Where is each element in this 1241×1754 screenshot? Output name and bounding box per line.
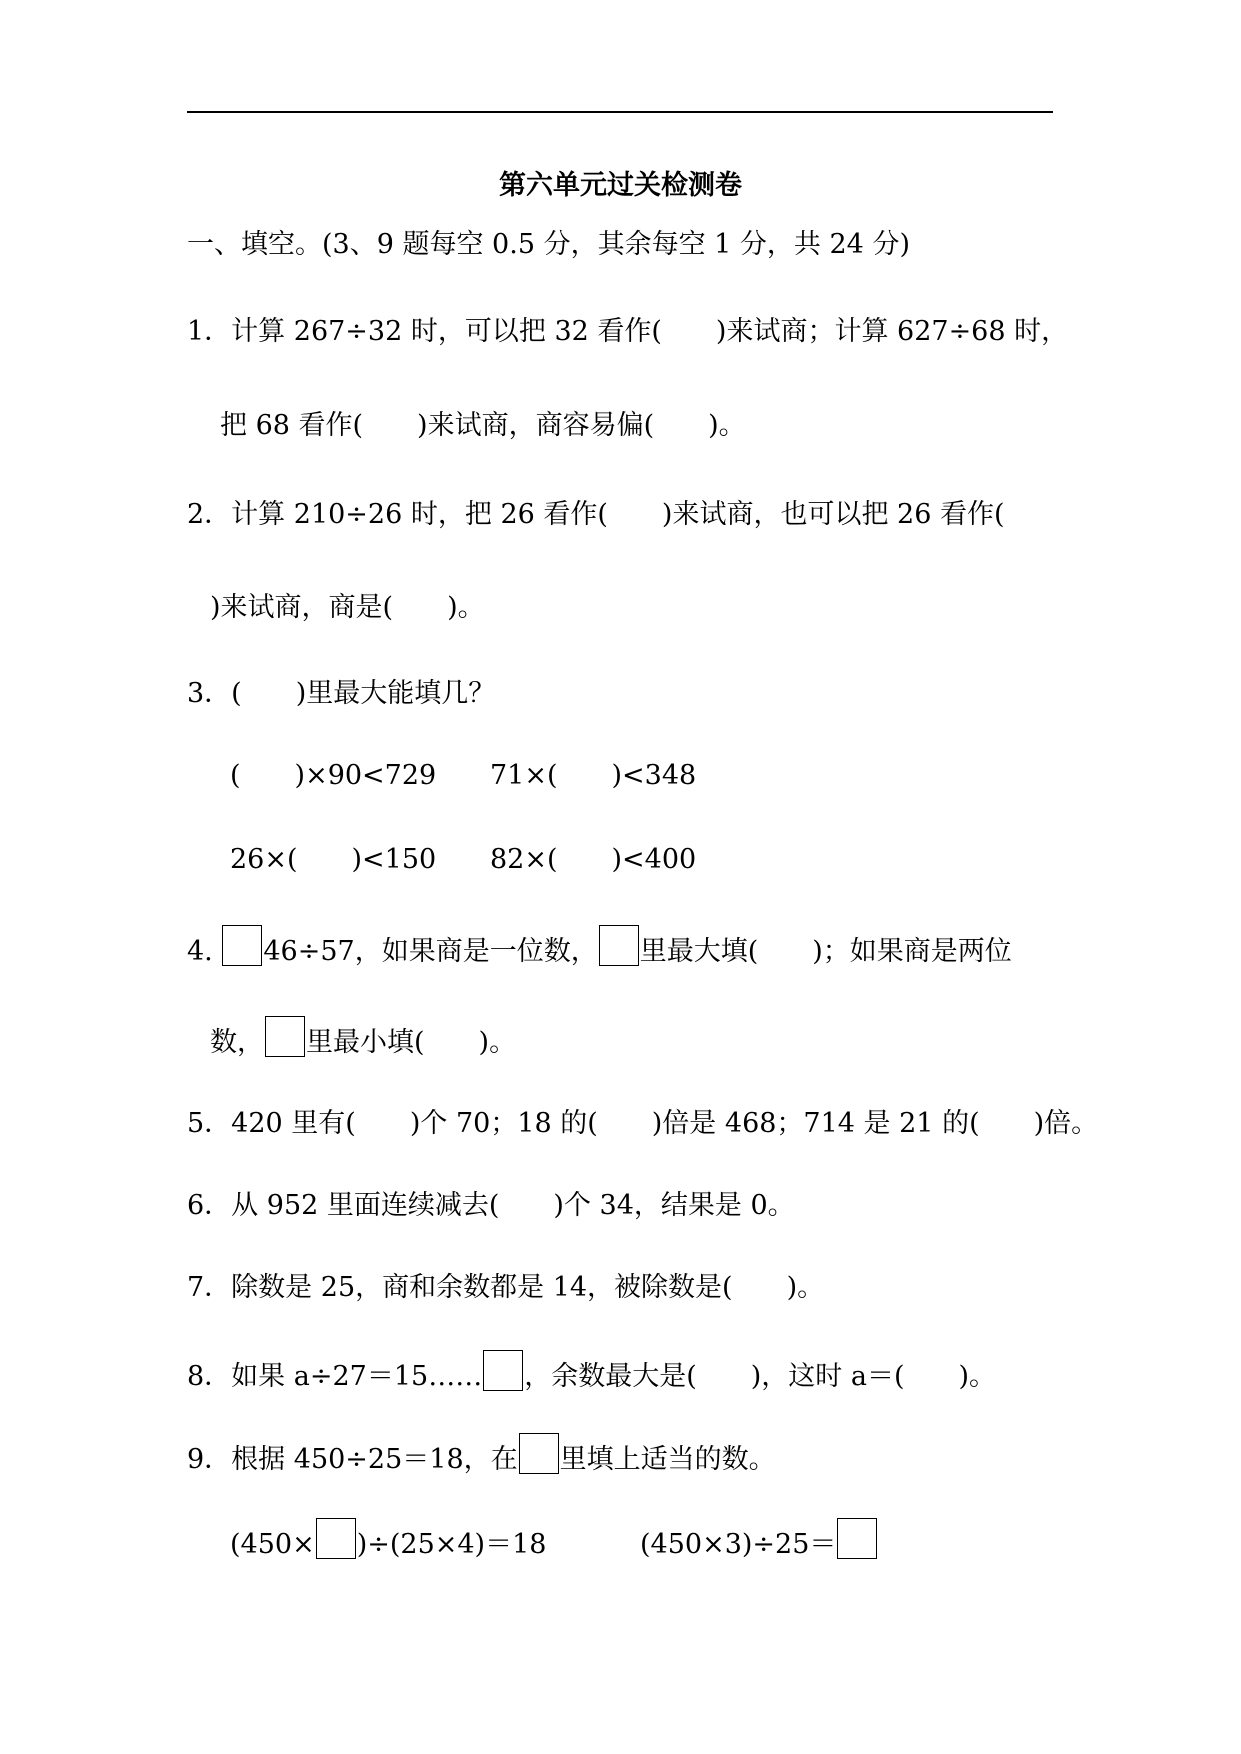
answer-box[interactable] [599,925,639,966]
question-9-text-1: 9．根据 450÷25＝18，在 [187,1444,518,1475]
question-9-b-text: (450×3)÷25＝ [640,1529,837,1560]
question-8-text-1: 8．如果 a÷27＝15…… [187,1361,483,1392]
question-4-line-1 [187,925,1012,972]
answer-box[interactable] [483,1350,523,1391]
question-4-line-2 [210,1016,516,1063]
question-9-a-text-2: )÷(25×4)＝18 [356,1529,547,1560]
question-3-item-c: 26×( )<150 [230,844,437,875]
question-4-text-3: 数， [210,1027,264,1058]
header-rule [187,111,1053,113]
question-4-text-4: 里最小填( )。 [306,1027,517,1058]
question-5: 5．420 里有( )个 70；18 的( )倍是 468；714 是 21 的( )倍。 [187,1108,1099,1139]
question-9-a-text-1: (450× [230,1529,315,1560]
question-3-item-b: 71×( )<348 [490,760,697,791]
question-1-line-1: 1．计算 267÷32 时，可以把 32 看作( )来试商；计算 627÷68 时， [187,316,1069,347]
question-4-number: 4. [187,936,213,967]
section-heading: 一、填空。(3、9 题每空 0.5 分，其余每空 1 分，共 24 分) [187,229,910,260]
question-2-line-1: 2．计算 210÷26 时，把 26 看作( )来试商，也可以把 26 看作( [187,499,1005,530]
question-2-line-2: )来试商，商是( )。 [210,592,485,623]
question-7: 7．除数是 25，商和余数都是 14，被除数是( )。 [187,1272,825,1303]
page-title: 第六单元过关检测卷 [499,170,742,201]
question-6: 6．从 952 里面连续减去( )个 34，结果是 0。 [187,1190,795,1221]
question-1-line-2: 把 68 看作( )来试商，商容易偏( )。 [220,410,746,441]
question-9-item-a [230,1518,546,1565]
question-8-text-2: ，余数最大是( )，这时 a＝( )。 [524,1361,997,1392]
answer-box[interactable] [265,1016,305,1057]
answer-box[interactable] [316,1518,356,1559]
answer-box[interactable] [837,1518,877,1559]
question-9-item-b [640,1518,878,1565]
question-4-text-2: 里最大填( )；如果商是两位 [639,936,1012,967]
answer-box[interactable] [519,1433,559,1474]
question-3-item-d: 82×( )<400 [490,844,697,875]
question-8 [187,1350,996,1397]
question-4-text-1: 46÷57，如果商是一位数， [263,936,598,967]
answer-box[interactable] [222,925,262,966]
question-3-prompt: 3．( )里最大能填几？ [187,678,496,709]
question-3-item-a: ( )×90<729 [230,760,437,791]
question-9-prompt [187,1433,776,1480]
question-9-text-2: 里填上适当的数。 [559,1444,776,1475]
